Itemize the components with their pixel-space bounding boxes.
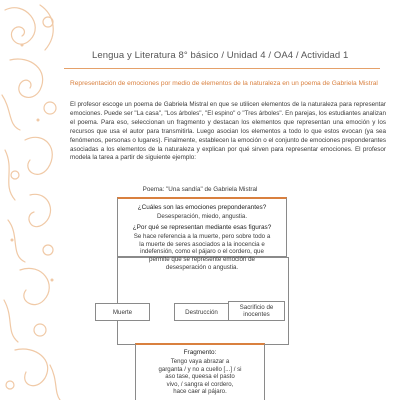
questions-box xyxy=(117,197,287,271)
poem-title: Poema: "Una sandía" de Gabriela Mistral xyxy=(142,186,258,193)
fragment-line: vivo, / sangra el cordero, xyxy=(166,380,234,388)
question-emotions: ¿Cuáles son las emociones preponderantes? xyxy=(137,204,267,211)
swirl-pattern-icon xyxy=(0,0,62,400)
box-destruccion: Destrucción xyxy=(174,303,229,321)
fragment-line: garganta / y no a cuello [...] / si xyxy=(158,365,242,373)
instructions-paragraph: El profesor escoge un poema de Gabriela Mistral en que se utilicen elementos de la naturaleza para representar emociones. Puede ser "La casa", "Los árboles", "El espino" o "Tres árboles". En parejas, los estudiantes analizan el poema. Para eso, seleccionan un fragmento y destacan los elementos que representan una emoción y los recursos que usa el autor para transmitirla. Luego asocian los elementos a todo lo que estos evocan (ya sea fenómenos, personas o lugares). Finalmente, establecen la emoción o el conjunto de emociones preponderantes asociadas a los elementos de la naturaleza y explican por qué sirven para representar emociones. El profesor modela la tarea a partir de siguiente ejemplo: xyxy=(70,101,386,162)
fragment-line: Tengo vaya abrazar a xyxy=(170,358,230,365)
answer-figures: Se hace referencia a la muerte, pero sobre todo a la muerte de seres asociados a la inocencia e indefensión, como el pájaro o el cordero, que permite que se represente emoción de desesperación o angustia. xyxy=(133,232,271,271)
box-muerte: Muerte xyxy=(95,303,150,321)
header-divider xyxy=(64,68,380,69)
activity-subtitle: Representación de emociones por medio de elementos de la naturaleza en un poema de Gabriela Mistral xyxy=(70,80,378,87)
fragment-title: Fragmento: xyxy=(183,349,217,356)
page-title: Lengua y Literatura 8° básico / Unidad 4 / OA4 / Actividad 1 xyxy=(92,50,349,61)
fragment-line: hace caer al pájaro. xyxy=(173,388,227,396)
fragment-line: aso tase, queesa el pasto xyxy=(165,373,235,381)
decorative-swirl-band xyxy=(0,0,62,400)
fragment-box xyxy=(135,343,265,400)
question-figures: ¿Por qué se representan mediante esas figuras? xyxy=(132,223,272,231)
answer-emotions: Desesperación, miedo, angustia. xyxy=(156,213,248,220)
box-sacrificio: Sacrificio de inocentes xyxy=(228,301,285,321)
